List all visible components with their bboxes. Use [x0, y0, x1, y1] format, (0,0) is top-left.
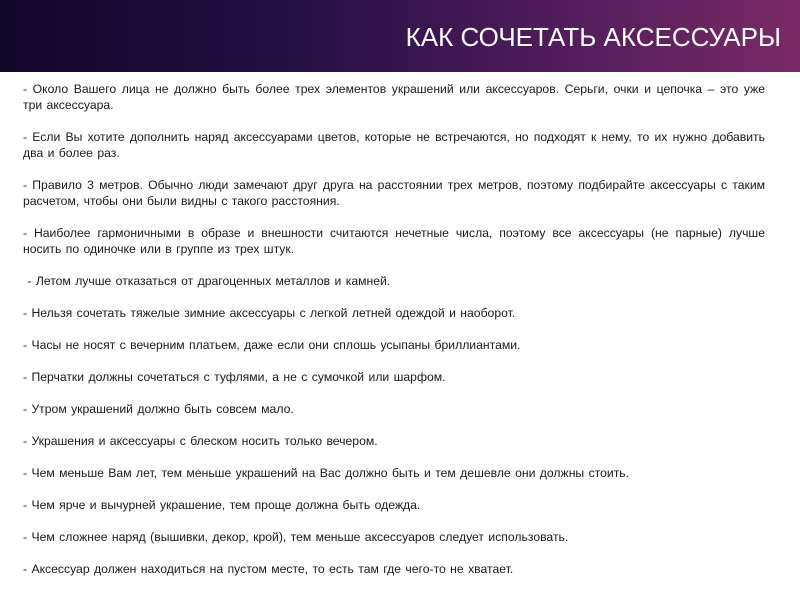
- rule-item: - Если Вы хотите дополнить наряд аксессуарами цветов, которые не встречаются, но подходят к нему, то их нужно добавить два и более раз.: [23, 130, 765, 160]
- rule-item: - Украшения и аксессуары с блеском носить только вечером.: [23, 434, 378, 448]
- rule-item: - Чем меньше Вам лет, тем меньше украшений на Вас должно быть и тем дешевле они должны стоить.: [23, 466, 630, 480]
- rule-item: - Правило 3 метров. Обычно люди замечают друг друга на расстоянии трех метров, поэтому подбирайте аксессуары с таким расчетом, чтобы они были видны с такого расстояния.: [23, 178, 765, 208]
- rule-item: - Около Вашего лица не должно быть более трех элементов украшений или аксессуаров. Серьги, очки и цепочка – это уже три аксессуара.: [23, 82, 765, 112]
- rule-item: - Чем ярче и вычурней украшение, тем проще должна быть одежда.: [23, 498, 421, 512]
- rule-item: - Нельзя сочетать тяжелые зимние аксессуары с легкой летней одеждой и наоборот.: [23, 306, 516, 320]
- rules-list: [23, 81, 765, 577]
- rule-item: - Наиболее гармоничными в образе и внешности считаются нечетные числа, поэтому все аксессуары (не парные) лучше носить по одиночке или в группе из трех штук.: [23, 226, 765, 256]
- slide-title: КАК СОЧЕТАТЬ АКСЕССУАРЫ: [405, 22, 781, 52]
- title-banner: [0, 0, 800, 72]
- rule-item: - Аксессуар должен находиться на пустом месте, то есть там где чего-то не хватает.: [23, 562, 514, 576]
- rule-item: - Летом лучше отказаться от драгоценных металлов и камней.: [23, 274, 391, 288]
- rule-item: - Утром украшений должно быть совсем мало.: [23, 402, 294, 416]
- rule-item: - Перчатки должны сочетаться с туфлями, а не с сумочкой или шарфом.: [23, 370, 446, 384]
- rule-item: - Часы не носят с вечерним платьем, даже если они сплошь усыпаны бриллиантами.: [23, 338, 521, 352]
- rule-item: - Чем сложнее наряд (вышивки, декор, крой), тем меньше аксессуаров следует использовать.: [23, 530, 569, 544]
